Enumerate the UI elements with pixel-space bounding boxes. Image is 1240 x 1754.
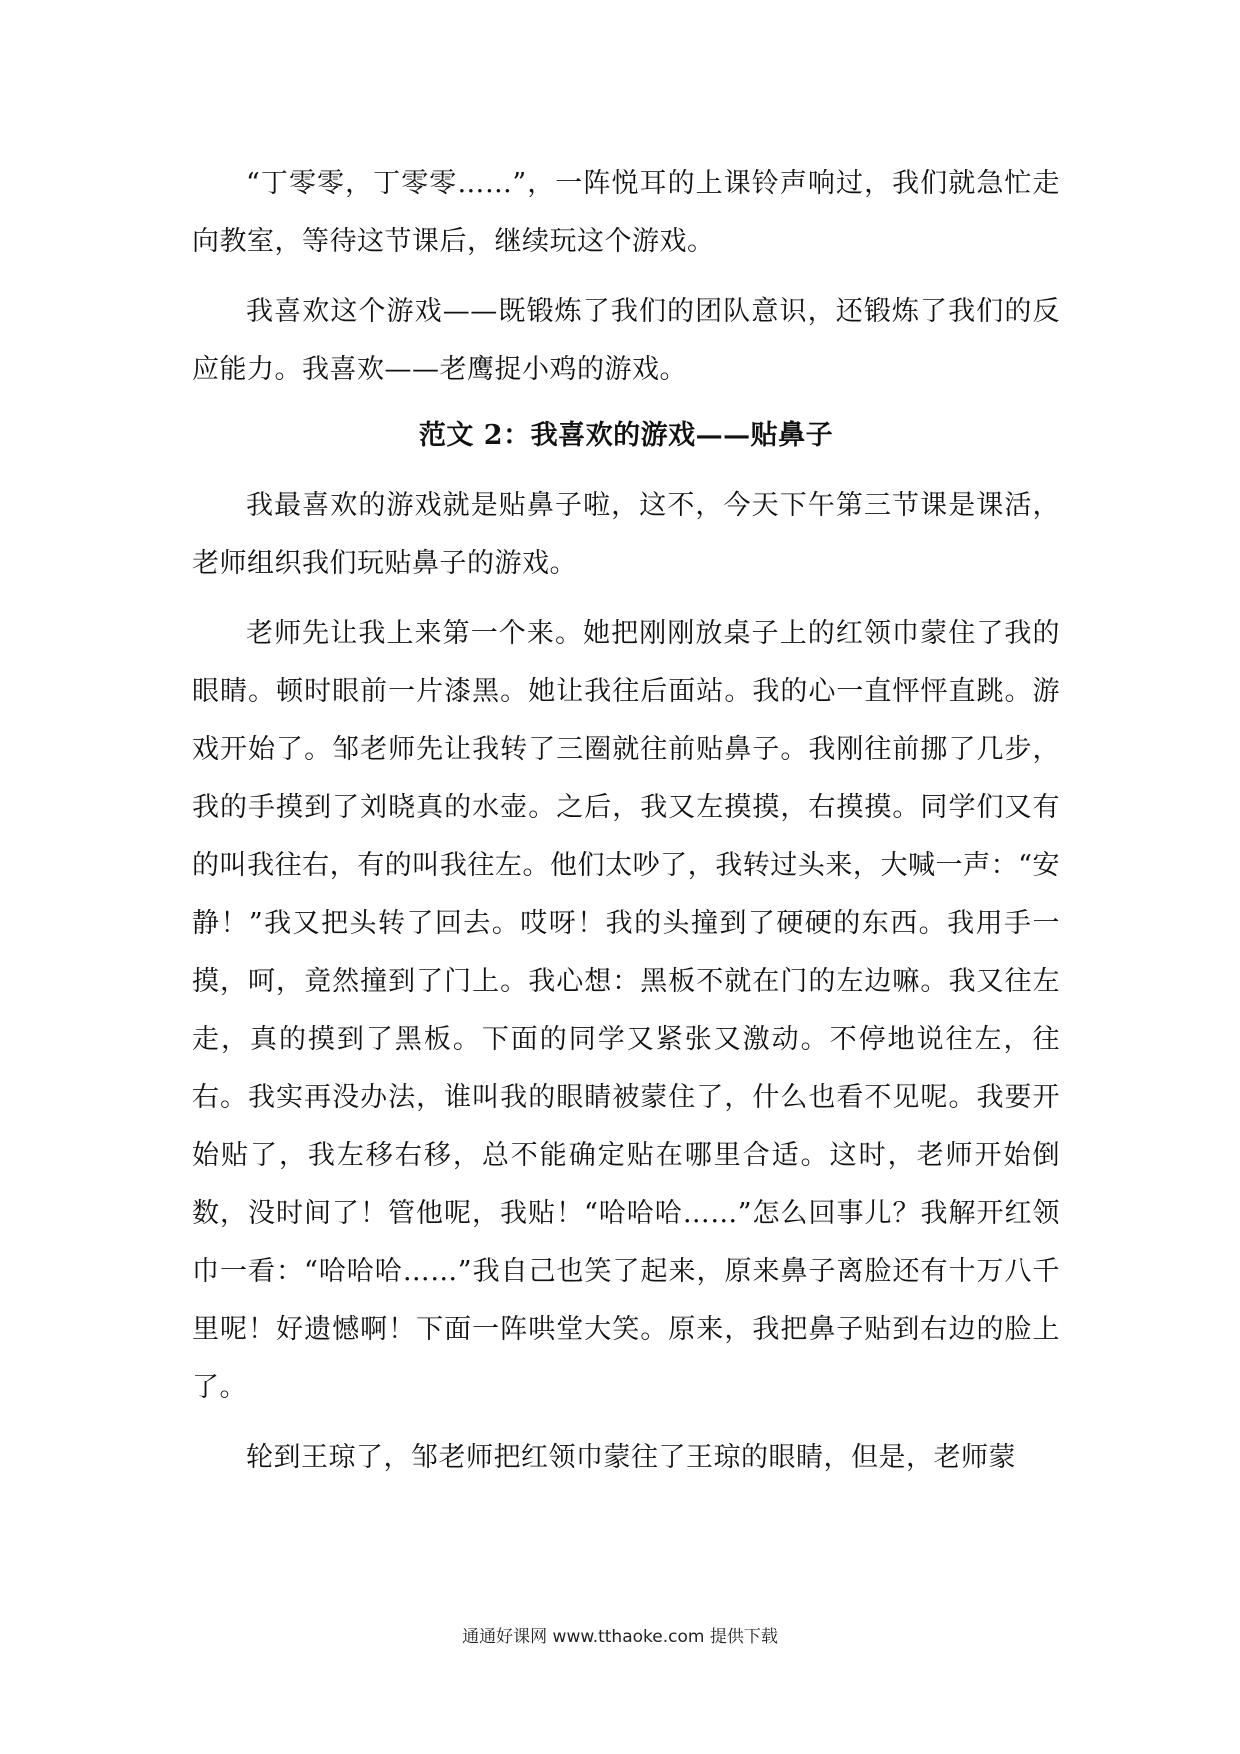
paragraph: 老师先让我上来第一个来。她把刚刚放桌子上的红领巾蒙住了我的眼睛。顿时眼前一片漆黑。她让我往后面站。我的心一直怦怦直跳。游戏开始了。邹老师先让我转了三圈就往前贴鼻子。我刚往前挪了几步，我的手摸到了刘晓真的水壶。之后，我又左摸摸，右摸摸。同学们又有的叫我往右，有的叫我往左。他们太吵了，我转过头来，大喊一声：“安静！”我又把头转了回去。哎呀！我的头撞到了硬硬的东西。我用手一摸，呵，竟然撞到了门上。我心想：黑板不就在门的左边嘛。我又往左走，真的摸到了黑板。下面的同学又紧张又激动。不停地说往左，往右。我实再没办法，谁叫我的眼睛被蒙住了，什么也看不见呢。我要开始贴了，我左移右移，总不能确定贴在哪里合适。这时，老师开始倒数，没时间了！管他呢，我贴！“哈哈哈……”怎么回事儿？我解开红领巾一看：“哈哈哈……”我自己也笑了起来，原来鼻子离脸还有十万八千里呢！好遗憾啊！下面一阵哄堂大笑。原来，我把鼻子贴到右边的脸上了。 (192, 618, 1060, 1403)
section-heading: 范文 2：我喜欢的游戏——贴鼻子 (418, 420, 834, 451)
paragraph: 轮到王琼了，邹老师把红领巾蒙往了王琼的眼睛，但是，老师蒙 (246, 1442, 1016, 1473)
paragraph: “丁零零，丁零零……”，一阵悦耳的上课铃声响过，我们就急忙走向教室，等待这节课后，继续玩这个游戏。 (192, 168, 1060, 257)
page-footer: 通通好课网 www.tthaoke.com 提供下载 (462, 1627, 778, 1647)
paragraph: 我喜欢这个游戏——既锻炼了我们的团队意识，还锻炼了我们的反应能力。我喜欢——老鹰捉小鸡的游戏。 (192, 296, 1060, 385)
document-body (192, 155, 1060, 1487)
paragraph: 我最喜欢的游戏就是贴鼻子啦，这不，今天下午第三节课是课活，老师组织我们玩贴鼻子的游戏。 (192, 490, 1060, 579)
